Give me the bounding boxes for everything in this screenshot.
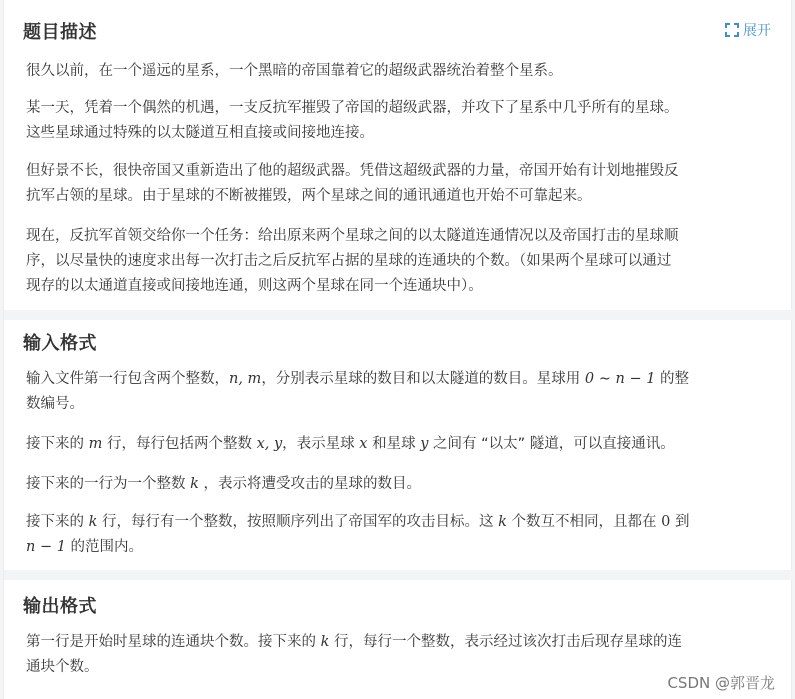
description-p2-line1: 某一天，凭着一个偶然的机遇，一支反抗军摧毁了帝国的超级武器，并攻下了星系中几乎所有的星球。 [26,100,679,116]
output-p1-text-b: 行，每行一个整数，表示经过该次打击后现存星球的连 [329,634,683,650]
input-p4-text-a: 接下来的 [26,514,89,530]
expand-icon [725,23,739,37]
description-p3-line2: 抗军占领的星球。由于星球的不断被摧毁，两个星球之间的通讯通道也开始不可靠起来。 [26,188,592,204]
math-k: k [190,476,199,492]
input-p4-text-b: 行，每行有一个整数，按照顺序列出了帝国军的攻击目标。这 [97,514,499,530]
description-paragraph-2 [26,96,776,146]
math-k: k [320,634,330,650]
output-p1-line2: 通块个数。 [26,659,99,675]
input-p4-text-c: 个数互不相同，且都在 [506,514,662,530]
input-format-title: 输入格式 [23,333,97,354]
input-paragraph-4 [26,510,776,560]
description-p3-line1: 但好景不长，很快帝国又重新造出了他的超级武器。凭借这超级武器的力量，帝国开始有计划地摧毁反 [26,163,679,179]
input-p4-text-d: 到 [670,514,690,530]
input-p2-text-d: 和星球 [367,436,421,452]
expand-label: 展开 [743,23,771,39]
input-paragraph-3 [26,472,776,497]
description-p1-text: 很久以前，在一个遥远的星系，一个黑暗的帝国靠着它的超级武器统治着整个星系。 [26,63,563,79]
csdn-watermark: CSDN @郭晋龙 [667,674,775,692]
math-zero: 0 [661,514,671,530]
math-k: k [88,514,98,530]
output-paragraph-1 [26,630,776,680]
input-paragraph-2 [26,432,776,457]
math-n-minus-1: n − 1 [26,539,66,555]
math-y: y [420,436,429,452]
input-p2-text-b: 行，每行包括两个整数 [102,436,257,452]
input-p2-text-c: ，表示星球 [282,436,360,452]
math-k: k [498,514,507,530]
input-p1-text-b: ，分别表示星球的数目和以太隧道的数目。星球用 [261,371,585,387]
description-p2-line2: 这些星球通过特殊的以太隧道互相直接或间接地连接。 [26,125,374,141]
math-x: x [359,436,368,452]
math-x-y: x, y [256,436,283,452]
description-paragraph-1 [26,59,776,84]
output-p1-text-a: 第一行是开始时星球的连通块个数。接下来的 [26,634,321,650]
input-p2-text-a: 接下来的 [26,436,89,452]
input-paragraph-1 [26,367,776,417]
output-format-title: 输出格式 [23,596,97,617]
input-p2-text-e: 之间有 “以太” 隧道，可以直接通讯。 [428,436,675,452]
expand-button[interactable] [725,20,771,40]
math-m: m [88,436,103,452]
problem-card [3,0,792,699]
input-p3-text-a: 接下来的一行为一个整数 [26,476,191,492]
input-p4-line2-text: 的范围内。 [65,539,144,555]
description-p4-line2: 序，以尽量快的速度求出每一次打击之后反抗军占据的星球的连通块的个数。（如果两个星球可以通过 [26,253,672,269]
description-paragraph-4 [26,224,776,299]
section-divider [4,570,793,580]
description-p4-line3: 现存的以太通道直接或间接地连通，则这两个星球在同一个连通块中）。 [26,278,483,294]
math-range: 0 ∼ n − 1 [584,371,656,387]
math-n-m: n, m [229,371,262,387]
input-p1-text-a: 输入文件第一行包含两个整数， [26,371,229,387]
description-title: 题目描述 [23,22,97,43]
input-p1-text-c: 的整 [655,371,690,387]
description-p4-line1: 现在，反抗军首领交给你一个任务：给出原来两个星球之间的以太隧道连通情况以及帝国打击的星球顺 [26,228,679,244]
input-p1-line2: 数编号。 [26,396,84,412]
section-divider [4,310,793,320]
input-p3-text-b: ，表示将遭受攻击的星球的数目。 [198,476,422,492]
description-paragraph-3 [26,159,776,209]
